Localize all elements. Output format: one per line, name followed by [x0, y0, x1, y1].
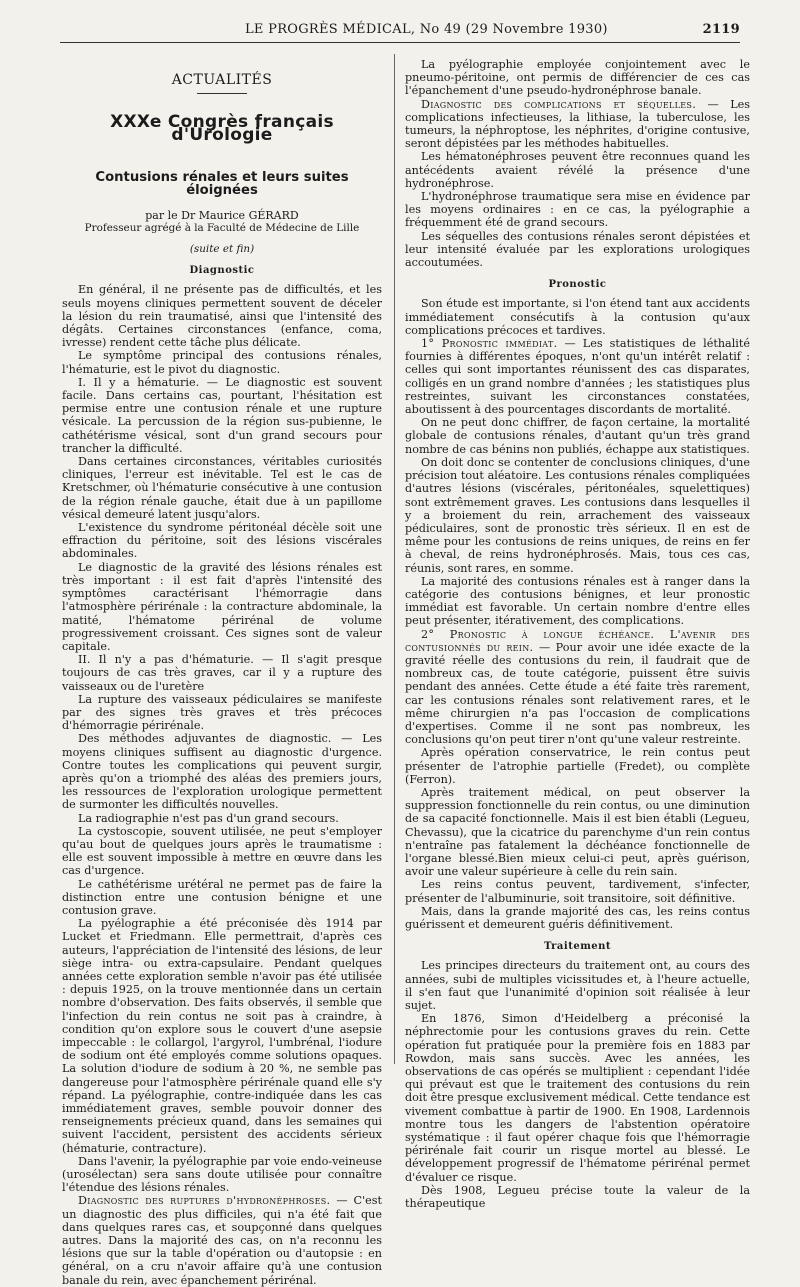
header-rule	[60, 42, 740, 43]
left-column	[62, 56, 382, 1287]
paragraph: Le diagnostic de la gravité des lésions rénales est très important : il est fait d'après l'intensité des symptômes caractérisant l'hémorragie dans l'atmosphère périrénale : la contracture abdominale, la matité, l'hématome périrénal de volume progressivement croissant. Ces signes sont de valeur capitale.	[62, 560, 382, 653]
paragraph: Le cathétérisme urétéral ne permet pas de faire la distinction entre une contusion bénigne et une contusion grave.	[62, 877, 382, 917]
paragraph-text: — Les complications infectieuses, la lithiase, la tuberculose, les tumeurs, la néphroptose, les néphrites, d'origine contusive, seront dépistées par les méthodes habituelles.	[405, 97, 750, 151]
paragraph: Après traitement médical, on peut observer la suppression fonctionnelle du rein contus, ou une diminution de sa capacité fonctionnelle. Mais il est bien établi (Legueu, Chevassu), que la cicatrice du parenchyme d'un rein contus n'entraîne pas fatalement la déchéance fonctionnelle de l'organe blessé.Bien mieux celui-ci peut, après guérison, avoir une valeur supérieure à celle du rein sain.	[405, 785, 750, 879]
paragraph: II. Il n'y a pas d'hématurie. — Il s'agit presque toujours de cas très graves, car il y a rupture des vaisseaux ou de l'uretère	[62, 653, 382, 693]
paragraph: La cystoscopie, souvent utilisée, ne peut s'employer qu'au bout de quelques jours après le traumatisme : elle est souvent impossible à mettre en œuvre dans les cas d'urgence.	[62, 824, 382, 878]
paragraph: On doit donc se contenter de conclusions cliniques, d'une précision tout aléatoire. Les contusions rénales compliquées d'autres lésions (viscérales, péritonéales, squelettiques) sont extrêmement graves. Les contusions dans lesquelles il y a broiement du rein, arrachement des vaisseaux pédiculaires, sont de pronostic très sérieux. Il en est de même pour les contusions de reins uniques, de reins en fer à cheval, de reins hydronéphrosés. Mais, tous ces cas, réunis, sont rares, en somme.	[405, 455, 750, 575]
paragraph	[62, 1194, 382, 1286]
paragraph: Les hématonéphroses peuvent être reconnues quand les antécédents avaient révélé la présence d'une hydronéphrose.	[405, 150, 750, 190]
paragraph: La pyélographie a été préconisée dès 1914 par Lucket et Friedmann. Elle permettrait, d'après ces auteurs, l'appréciation de l'intensité des lésions, de leur siège intra- ou extra-capsulaire. Pendant quelques années cette exploration semble n'avoir pas été utilisée : depuis 1925, on la trouve mentionnée dans un certain nombre d'observation. Des faits observés, il semble que l'infection du rein contus ne soit pas à craindre, à condition qu'on explore sous le couvert d'une asepsie impeccable : le collargol, l'argyrol, l'umbrénal, l'iodure de sodium ont été employés comme solutions opaques. La solution d'iodure de sodium à 20 %, ne semble pas dangereuse pour l'atmosphère périrénale quand elle s'y répand. La pyélographie, contre-indiquée dans les cas immédiatement graves, semble pouvoir donner des renseignements précieux quand, dans les semaines qui suivent l'accident, persistent des accidents sérieux (hématurie, contracture).	[62, 917, 382, 1155]
paragraph-text: — C'est un diagnostic des plus difficiles, qui n'a été fait que dans quelques rares cas, et soupçonné dans quelques autres. Dans la majorité des cas, on n'a reconnu les lésions que sur la table d'opération ou d'autopsie : en général, on a cru n'avoir affaire qu'à une contusion banale du rein, avec épanchement périrénal.	[62, 1194, 383, 1287]
paragraph: Le symptôme principal des contusions rénales, l'hématurie, est le pivot du diagnostic.	[62, 349, 382, 376]
subhead-pronostic: Pronostic	[548, 279, 607, 291]
subhead-diagnostic: Diagnostic	[189, 265, 255, 277]
paragraph: Les séquelles des contusions rénales seront dépistées et leur intensité évaluée par les explorations urologiques accoutumées.	[405, 229, 750, 270]
paragraph: Son étude est importante, si l'on étend tant aux accidents immédiatement consécutifs à la contusion qu'aux complications précoces et tardives.	[405, 297, 750, 337]
paragraph	[405, 628, 750, 747]
page-number: 2119	[702, 22, 740, 37]
paragraph: En général, il ne présente pas de difficultés, et les seuls moyens cliniques permettent souvent de déceler la lésion du rein traumatisé, ainsi que l'intensité des dégâts. Certaines circonstances (enfance, coma, ivresse) rendent cette tâche plus délicate.	[62, 283, 382, 350]
paragraph: Des méthodes adjuvantes de diagnostic. — Les moyens cliniques suffisent au diagnostic d'urgence. Contre toutes les complications qui peuvent surgir, après qu'on a triomphé des aléas des premiers jours, les ressources de l'exploration urologique permettent de surmonter les difficultés nouvelles.	[62, 732, 382, 812]
paragraph	[405, 98, 750, 151]
article-title: Contusions rénales et leurs suites éloignées	[95, 169, 349, 198]
continued-note: (suite et fin)	[189, 243, 255, 256]
paragraph: Les principes directeurs du traitement ont, au cours des années, subi de multiples vicissitudes et, à l'heure actuelle, il s'en faut que l'unanimité d'opinion soit réalisée à leur sujet.	[405, 959, 750, 1013]
section-rule	[197, 93, 247, 94]
paragraph-text: — Les statistiques de léthalité fournies à différentes époques, n'ont qu'un intérêt relatif : celles qui sont importantes réunissent des cas disparates, colligés en un grand nombre d'années ; les statistiques plus restreintes, suivant les circonstances constatées, aboutissent à des pourcentages discordants de mortalité.	[405, 337, 750, 417]
paragraph-text: — Pour avoir une idée exacte de la gravité réelle des contusions du rein, il faudrait que de nombreux cas, de toute catégorie, puissent être suivis pendant des années. Cette étude a été faite très rarement, car les contusions rénales sont relativement rares, et le même chirurgien n'a pas l'occasion de complications d'expertises. Comme il ne sont pas nombreux, les conclusions qu'on peut tirer n'ont qu'une valeur restreinte.	[405, 640, 750, 747]
paragraph: Après opération conservatrice, le rein contus peut présenter de l'atrophie partielle (Fredet), ou complète (Ferron).	[405, 746, 750, 786]
paragraph: La rupture des vaisseaux pédiculaires se manifeste par des signes très graves et très précoces d'hémorragie périrénale.	[62, 692, 382, 733]
run-in-heading: Diagnostic des ruptures d'hydronéphroses.	[78, 1194, 331, 1208]
paragraph: L'hydronéphrose traumatique sera mise en évidence par les moyens ordinaires : en ce cas, la pyélographie a fréquemment été de grand secours.	[405, 190, 750, 230]
subhead-traitement: Traitement	[543, 941, 612, 953]
paragraph: La radiographie n'est pas d'un grand secours.	[78, 811, 339, 825]
running-head	[60, 22, 740, 42]
journal-title: LE PROGRÈS MÉDICAL, No 49 (29 Novembre 1930)	[245, 22, 608, 37]
run-in-heading: Diagnostic des complications et séquelles.	[421, 97, 697, 111]
paragraph: On ne peut donc chiffrer, de façon certaine, la mortalité globale de contusions rénales, d'autant qu'un très grand nombre de cas bénins non publiés, échappe aux statistiques.	[405, 416, 750, 456]
paragraph: La pyélographie employée conjointement avec le pneumo-péritoine, ont permis de différencier de ces cas l'épanchement d'une pseudo-hydronéphrose banale.	[405, 58, 750, 98]
run-in-heading: 2° Pronostic à longue échéance. L'avenir des contusionnés du rein.	[405, 627, 750, 654]
paragraph: En 1876, Simon d'Heidelberg a préconisé la néphrectomie pour les contusions graves du rein. Cette opération fut pratiquée pour la première fois en 1883 par Rowdon, mais sans succès. Avec les années, les observations de cas opérés se multiplient : cependant l'idée qui prévaut est que le traitement des contusions du rein doit être presque exclusivement médical. Cette tendance est vivement combattue à partir de 1900. En 1908, Lardennois montre tous les dangers de l'abstention opératoire systématique : il faut opérer chaque fois que l'hémorragie périrénale fait courir un risque mortel au blessé. Le développement progressif de l'hématome périrénal permet d'évaluer ce risque.	[405, 1012, 750, 1184]
paragraph	[405, 337, 750, 416]
congress-title: XXXe Congrès français d'Urologie	[110, 112, 334, 146]
paragraph: Dans certaines circonstances, véritables curiosités cliniques, l'erreur est inévitable. Tel est le cas de Kretschmer, où l'hématurie consécutive à une contusion de la région rénale gauche, était due à un papillome vésical demeuré latent jusqu'alors.	[62, 455, 382, 521]
author-byline: par le Dr Maurice GÉRARD	[145, 209, 299, 223]
paragraph: L'existence du syndrome péritonéal décèle soit une effraction du péritoine, soit des lésions viscérales abdominales.	[62, 521, 382, 561]
paragraph: La majorité des contusions rénales est à ranger dans la catégorie des contusions bénignes, et leur pronostic immédiat est favorable. Un certain nombre d'entre elles peut présenter, itérativement, des complications.	[405, 574, 750, 628]
run-in-heading: 1° Pronostic immédiat.	[421, 337, 558, 351]
author-affiliation: Professeur agrégé à la Faculté de Médecine de Lille	[84, 222, 360, 235]
paragraph: Mais, dans la grande majorité des cas, les reins contus guérissent et demeurent guéris définitivement.	[405, 904, 750, 931]
section-label: ACTUALITÉS	[171, 72, 273, 88]
paragraph: Les reins contus peuvent, tardivement, s'infecter, présenter de l'albuminurie, soit transitoire, soit définitive.	[405, 878, 750, 905]
paragraph: I. Il y a hématurie. — Le diagnostic est souvent facile. Dans certains cas, pourtant, l'hésitation est permise entre une contusion rénale et une rupture vésicale. La percussion de la région sus-pubienne, le cathétérisme vésical, sont d'un grand secours pour trancher la difficulté.	[62, 375, 382, 455]
paragraph: Dès 1908, Legueu précise toute la valeur de la thérapeutique	[405, 1183, 750, 1211]
column-divider	[394, 54, 395, 1064]
right-column	[405, 58, 750, 1210]
paragraph: Dans l'avenir, la pyélographie par voie endo-veineuse (urosélectan) sera sans doute utilisée pour connaître l'étendue des lésions rénales.	[62, 1154, 382, 1195]
